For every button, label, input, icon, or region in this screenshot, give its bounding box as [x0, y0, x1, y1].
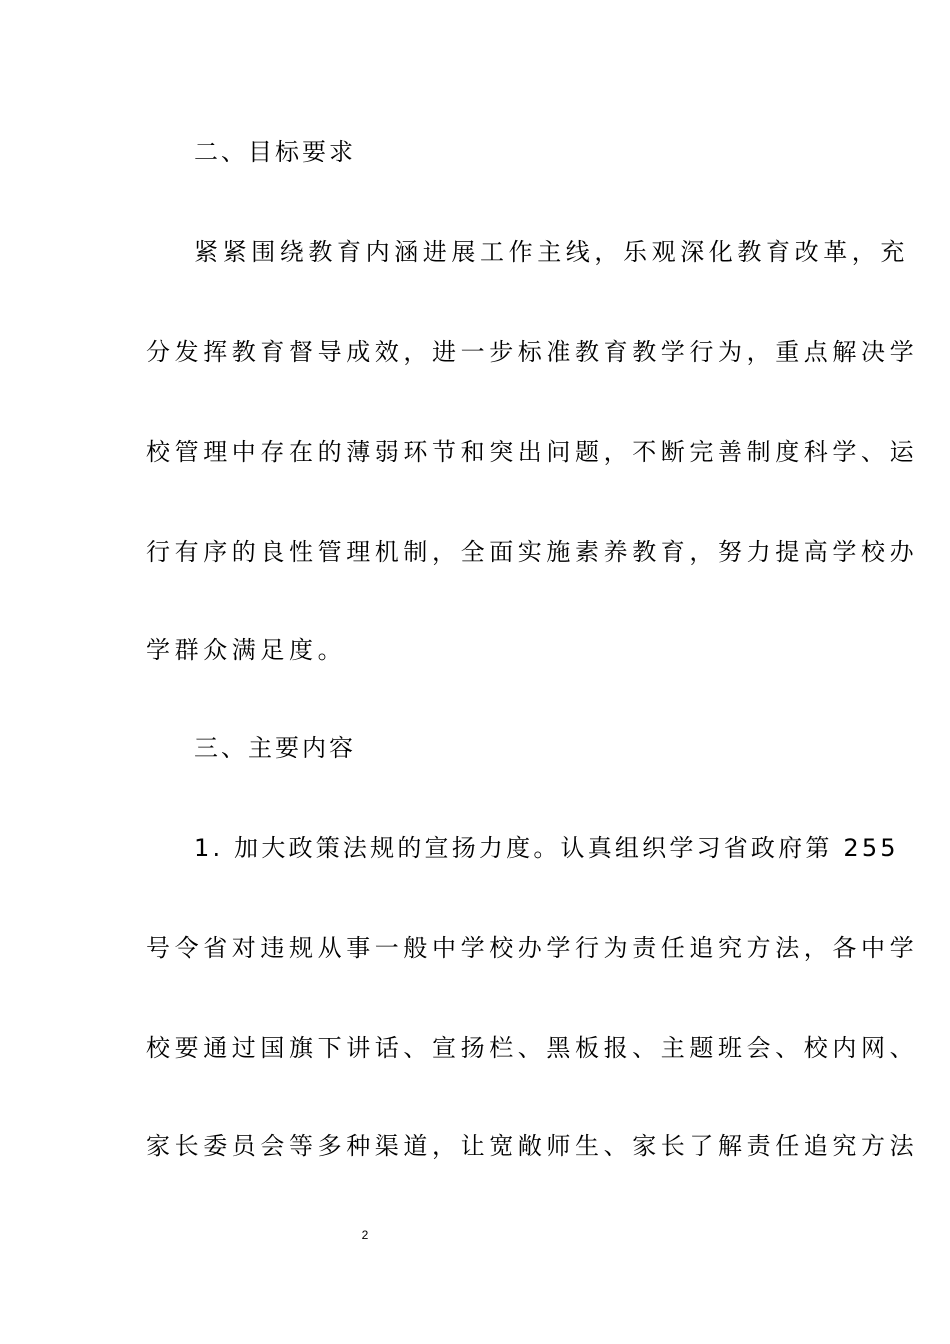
paragraph-line: 1. 加大政策法规的宣扬力度。认真组织学习省政府第 255	[194, 834, 899, 862]
paragraph-line: 号令省对违规从事一般中学校办学行为责任追究方法，各中学	[146, 934, 919, 962]
section-heading-goals: 二、目标要求	[194, 138, 356, 166]
paragraph-line: 校管理中存在的薄弱环节和突出问题，不断完善制度科学、运	[146, 438, 919, 466]
paragraph-line: 家长委员会等多种渠道，让宽敞师生、家长了解责任追究方法	[146, 1132, 919, 1160]
paragraph-line: 紧紧围绕教育内涵进展工作主线，乐观深化教育改革，充	[194, 238, 909, 266]
paragraph-line: 分发挥教育督导成效，进一步标准教育教学行为，重点解决学	[146, 338, 919, 366]
page-number: 2	[361, 1228, 369, 1242]
paragraph-line: 校要通过国旗下讲话、宣扬栏、黑板报、主题班会、校内网、	[146, 1034, 919, 1062]
paragraph-line: 学群众满足度。	[146, 636, 347, 664]
section-heading-content: 三、主要内容	[194, 734, 356, 762]
paragraph-line: 行有序的良性管理机制，全面实施素养教育，努力提高学校办	[146, 538, 919, 566]
